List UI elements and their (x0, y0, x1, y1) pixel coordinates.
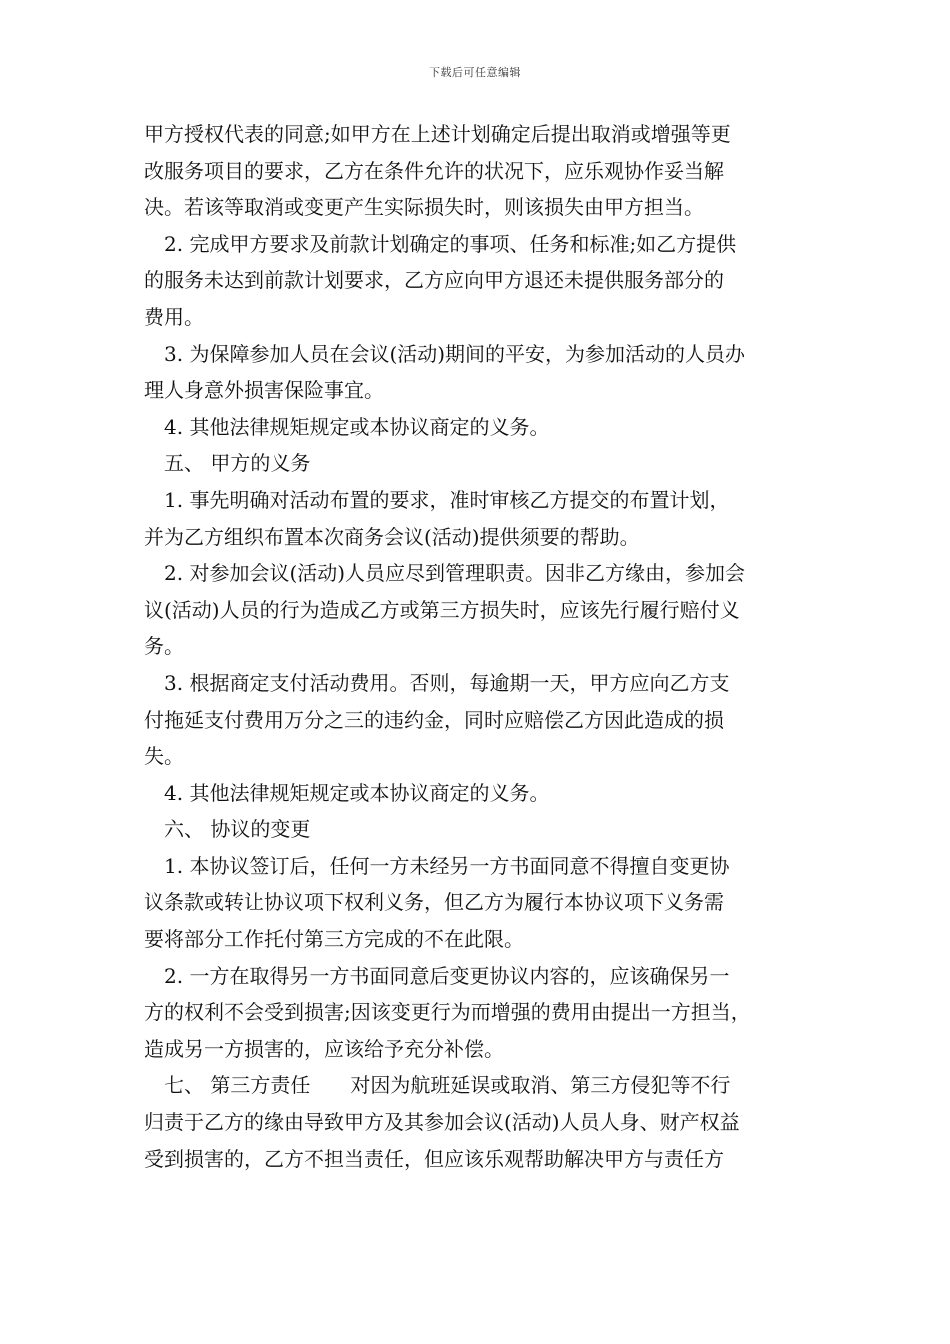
paragraph-line: 3. 为保障参加人员在会议(活动)期间的平安，为参加活动的人员办 (144, 341, 746, 366)
section-heading: 六、 协议的变更 (144, 817, 311, 842)
paragraph-line: 受到损害的，乙方不担当责任，但应该乐观帮助解决甲方与责任方 (144, 1146, 724, 1171)
section-heading: 五、 甲方的义务 (144, 451, 311, 476)
paragraph-line: 改服务项目的要求，乙方在条件允许的状况下，应乐观协作妥当解 (144, 158, 724, 183)
paragraph-line: 甲方授权代表的同意;如甲方在上述计划确定后提出取消或增强等更 (144, 122, 731, 146)
section-heading: 七、 第三方责任 对因为航班延误或取消、第三方侵犯等不行 (144, 1073, 731, 1098)
paragraph-line: 决。若该等取消或变更产生实际损失时，则该损失由甲方担当。 (144, 195, 704, 220)
paragraph-line: 付拖延支付费用万分之三的违约金，同时应赔偿乙方因此造成的损 (144, 707, 724, 732)
paragraph-line: 归责于乙方的缘由导致甲方及其参加会议(活动)人员人身、财产权益 (144, 1110, 740, 1135)
paragraph-line: 4. 其他法律规矩规定或本协议商定的义务。 (144, 780, 550, 805)
paragraph-line: 2. 对参加会议(活动)人员应尽到管理职责。因非乙方缘由，参加会 (144, 561, 746, 586)
paragraph-line: 的服务未达到前款计划要求，乙方应向甲方退还未提供服务部分的 (144, 268, 724, 293)
paragraph-line: 方的权利不会受到损害;因该变更行为而增强的费用由提出一方担当， (144, 1000, 751, 1025)
paragraph-line: 2. 一方在取得另一方书面同意后变更协议内容的，应该确保另一 (144, 963, 730, 988)
paragraph-line: 理人身意外损害保险事宜。 (144, 378, 384, 403)
paragraph-line: 费用。 (144, 304, 204, 329)
paragraph-line: 3. 根据商定支付活动费用。否则，每逾期一天，甲方应向乙方支 (144, 670, 730, 695)
page-header: 下载后可任意编辑 (429, 66, 521, 79)
paragraph-line: 4. 其他法律规矩规定或本协议商定的义务。 (144, 414, 550, 439)
document-body (144, 116, 808, 1177)
paragraph-line: 造成另一方损害的，应该给予充分补偿。 (144, 1036, 504, 1061)
paragraph-line: 失。 (144, 744, 184, 769)
paragraph-line: 2. 完成甲方要求及前款计划确定的事项、任务和标准;如乙方提供 (144, 231, 737, 256)
paragraph-line: 1. 本协议签订后，任何一方未经另一方书面同意不得擅自变更协 (144, 853, 730, 878)
paragraph-line: 要将部分工作托付第三方完成的不在此限。 (144, 927, 524, 952)
paragraph-line: 并为乙方组织布置本次商务会议(活动)提供须要的帮助。 (144, 524, 640, 549)
paragraph-line: 议(活动)人员的行为造成乙方或第三方损失时，应该先行履行赔付义 (144, 597, 740, 622)
paragraph-line: 议条款或转让协议项下权利义务，但乙方为履行本协议项下义务需 (144, 890, 724, 915)
paragraph-line: 务。 (144, 634, 184, 659)
paragraph-line: 1. 事先明确对活动布置的要求，准时审核乙方提交的布置计划， (144, 487, 730, 512)
